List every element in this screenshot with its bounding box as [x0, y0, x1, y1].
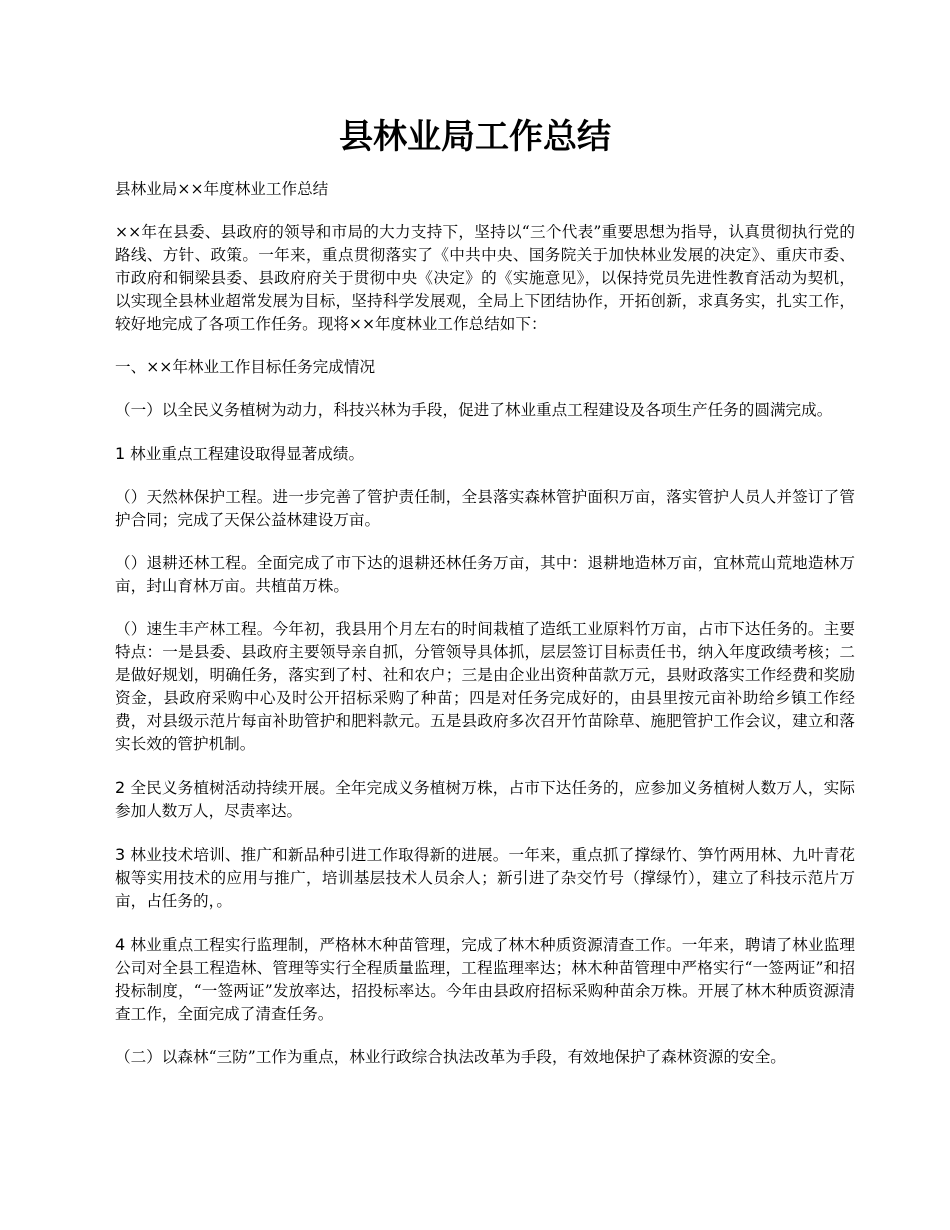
paragraph-intro: [115, 221, 855, 336]
paragraph-text: （二）以森林“三防”工作为重点，林业行政综合执法改革为手段，有效地保护了森林资源的安全。: [115, 1048, 786, 1066]
item-number: 2: [115, 778, 126, 797]
subsection-heading: [115, 399, 855, 422]
paragraph-text: 一、××年林业工作目标任务完成情况: [115, 358, 376, 376]
item-number: 1: [115, 444, 126, 463]
paragraph: [115, 486, 855, 532]
document-title: 县林业局工作总结: [339, 117, 611, 157]
paragraph-text: 全民义务植树活动持续开展。全年完成义务植树万株，占市下达任务的，应参加义务植树人数万人，实际参加人数万人，尽责率达。: [115, 779, 855, 820]
paragraph-text: 县林业局××年度林业工作总结: [115, 180, 329, 198]
paragraph-text: （）退耕还林工程。全面完成了市下达的退耕还林任务万亩，其中：退耕地造林万亩，宜林荒山荒地造林万亩，封山育林万亩。共植苗万株。: [115, 554, 855, 595]
document-body: [115, 178, 855, 1089]
numbered-item: [115, 933, 855, 1026]
numbered-item: [115, 442, 855, 466]
paragraph-text: （）天然林保护工程。进一步完善了管护责任制，全县落实森林管护面积万亩，落实管护人员人并签订了管护合同；完成了天保公益林建设万亩。: [115, 488, 855, 529]
section-heading: [115, 356, 855, 379]
numbered-item: [115, 776, 855, 823]
paragraph-text: 林业重点工程实行监理制，严格林木种苗管理，完成了林木种质资源清查工作。一年来，聘请了林业监理公司对全县工程造林、管理等实行全程质量监理，工程监理率达；林木种苗管理中严格实行“一签两证”和招投标制度，“一签两证”发放率达，招投标率达。今年由县政府招标采购种苗余万株。开展了林木种质资源清查工作，全面完成了清查任务。: [115, 936, 855, 1023]
paragraph: [115, 618, 855, 756]
paragraph-text: 林业技术培训、推广和新品种引进工作取得新的进展。一年来，重点抓了撑绿竹、笋竹两用林、九叶青花椒等实用技术的应用与推广，培训基层技术人员余人；新引进了杂交竹号（撑绿竹），建立了科技示范片万亩，占任务的，。: [115, 846, 855, 910]
paragraph-text: （一）以全民义务植树为动力，科技兴林为手段，促进了林业重点工程建设及各项生产任务的圆满完成。: [115, 401, 833, 419]
numbered-item: [115, 843, 855, 913]
item-number: 3: [115, 845, 126, 864]
paragraph: [115, 552, 855, 598]
subsection-heading: [115, 1046, 855, 1069]
paragraph-text: 林业重点工程建设取得显著成绩。: [130, 445, 365, 463]
item-number: 4: [115, 935, 126, 954]
paragraph-text: ××年在县委、县政府的领导和市局的大力支持下，坚持以“三个代表”重要思想为指导，认真贯彻执行党的路线、方针、政策。一年来，重点贯彻落实了《中共中央、国务院关于加快林业发展的决定》、重庆市委、市政府和铜梁县委、县政府府关于贯彻中央《决定》的《实施意见》，以保持党员先进性教育活动为契机，以实现全县林业超常发展为目标，坚持科学发展观，全局上下团结协作，开拓创新，求真务实，扎实工作，较好地完成了各项工作任务。现将××年度林业工作总结如下：: [115, 223, 855, 333]
paragraph-text: （）速生丰产林工程。今年初，我县用个月左右的时间栽植了造纸工业原料竹万亩，占市下达任务的。主要特点：一是县委、县政府主要领导亲自抓，分管领导具体抓，层层签订目标责任书，纳入年度政绩考核；二是做好规划，明确任务，落实到了村、社和农户；三是由企业出资种苗款万元，县财政落实工作经费和奖励资金，县政府采购中心及时公开招标采购了种苗；四是对任务完成好的，由县里按元亩补助给乡镇工作经费，对县级示范片每亩补助管护和肥料款元。五是县政府多次召开竹苗除草、施肥管护工作会议，建立和落实长效的管护机制。: [115, 620, 855, 753]
paragraph-subtitle: [115, 178, 855, 201]
